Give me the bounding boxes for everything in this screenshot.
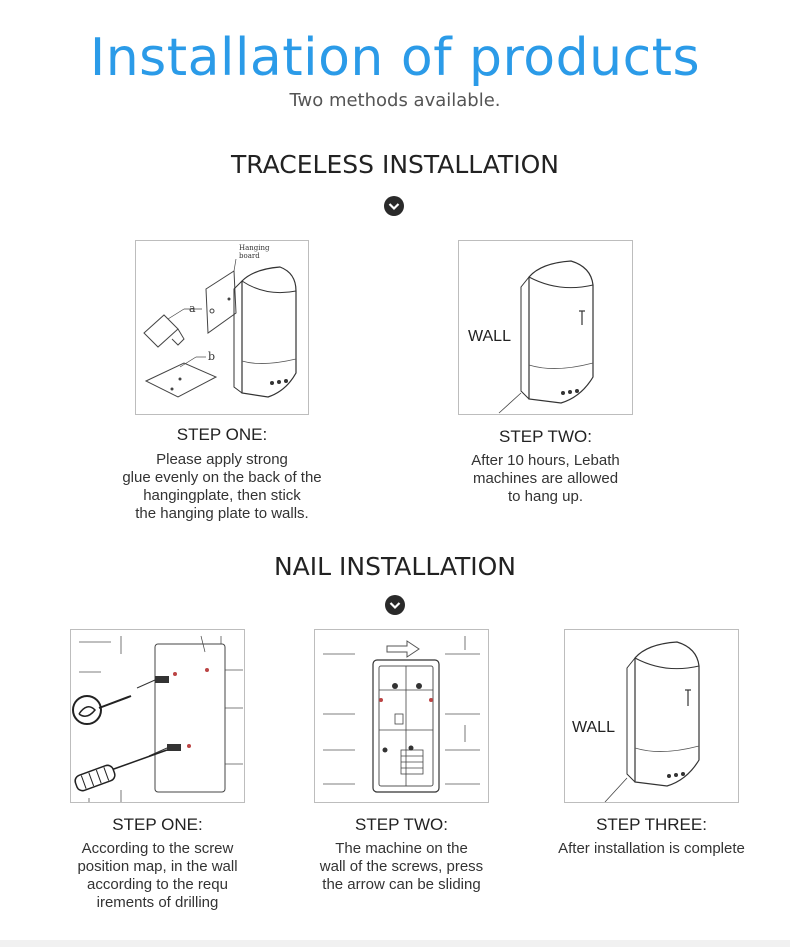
arrow-right-icon — [387, 641, 419, 657]
nail-step-two-label: STEP TWO: — [355, 815, 448, 834]
nail-step-two-description: The machine on the wall of the screws, press the arrow can be sliding — [319, 840, 484, 893]
nail-step-one-illustration — [70, 629, 245, 803]
wall-label: WALL — [572, 719, 615, 736]
nail-step-two-illustration — [314, 629, 489, 803]
traceless-step-one-description: Please apply strong glue evenly on the back of the hangingplate, then stick the hanging plate to walls. — [122, 451, 322, 522]
nail-step-three-illustration — [564, 629, 739, 803]
callout-a: a — [189, 302, 196, 315]
hanging-board-callout: Hanging board — [239, 244, 270, 260]
traceless-step-two-illustration — [458, 240, 633, 415]
traceless-step-two-label: STEP TWO: — [499, 427, 592, 446]
nail-step-one-description: According to the screw position map, in the wall according to the requ irements of drilling — [77, 840, 238, 911]
page-title: Installation of products — [89, 28, 701, 88]
wall-label: WALL — [468, 328, 511, 345]
nail-step-three-label: STEP THREE: — [596, 815, 707, 834]
callout-b: b — [208, 350, 216, 363]
traceless-step-one-illustration — [135, 240, 309, 415]
nail-heading: NAIL INSTALLATION — [273, 552, 517, 581]
chevron-down-icon — [385, 595, 405, 615]
chevron-down-icon — [384, 196, 404, 216]
footer-strip — [0, 940, 790, 947]
traceless-step-one-label: STEP ONE: — [176, 425, 268, 444]
page-subtitle: Two methods available. — [289, 90, 501, 111]
traceless-heading: TRACELESS INSTALLATION — [231, 150, 559, 179]
traceless-step-two-description: After 10 hours, Lebath machines are allowed to hang up. — [471, 452, 620, 505]
nail-step-one-label: STEP ONE: — [112, 815, 203, 834]
nail-step-three-description: After installation is complete — [558, 840, 745, 857]
